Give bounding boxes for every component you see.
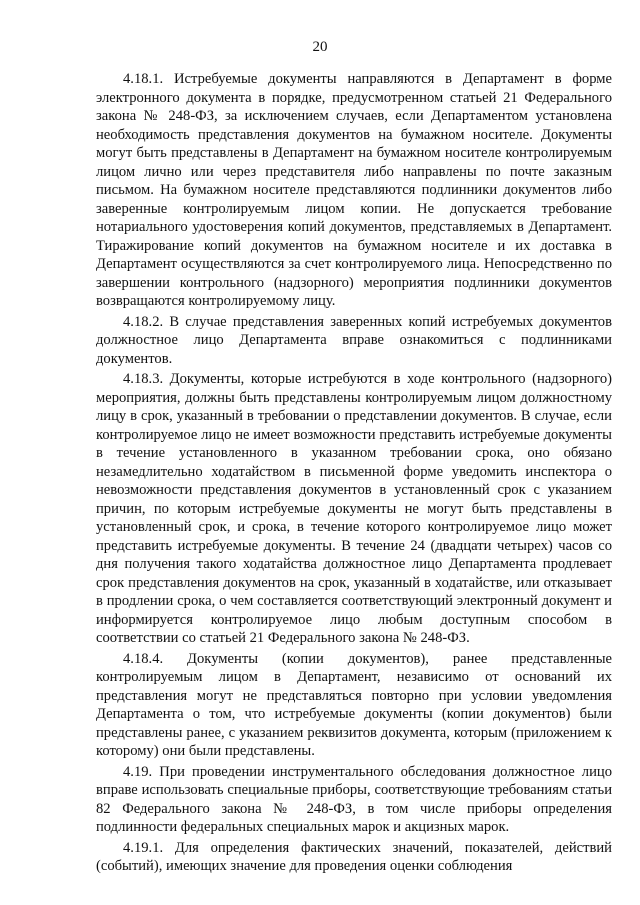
paragraph-4-19-1: 4.19.1. Для определения фактических значений, показателей, действий (событий), имеющих значение для проведения оценки соблюдения [96, 839, 612, 874]
paragraph-4-18-3: 4.18.3. Документы, которые истребуются в ходе контрольного (надзорного) мероприятия, должны быть представлены контролируемым лицом должностному лицу в срок, указанный в требовании о представлении документов. В случае, если контролируемое лицо не имеет возможности представить истребуемые документы в течение установленного в указанном требовании срока, оно обязано незамедлительно ходатайством в письменной форме уведомить инспектора о невозможности представления документов в установленный срок с указанием причин, по которым истребуемые документы не могут быть представлены в установленный срок, и срока, в течение которого контролируемое лицо может представить истребуемые документы. В течение 24 (двадцати четырех) часов со дня получения такого ходатайства должностное лицо Департамента продлевает срок представления документов на срок, указанный в ходатайстве, или отказывает в продлении срока, о чем составляется соответствующий электронный документ и информируется контролируемое лицо любым доступным способом в соответствии со статьей 21 Федерального закона № 248-ФЗ. [96, 371, 612, 646]
paragraph-4-18-2: 4.18.2. В случае представления заверенных копий истребуемых документов должностное лицо Департамента вправе ознакомиться с подлинниками документов. [96, 313, 612, 367]
paragraph-4-18-1: 4.18.1. Истребуемые документы направляются в Департамент в форме электронного документа в порядке, предусмотренном статьей 21 Федерального закона № 248-ФЗ, за исключением случаев, если Департаментом установлена необходимость представления документов на бумажном носителе. Документы могут быть представлены в Департамент на бумажном носителе контролируемым лицом лично или через представителя либо направлены по почте заказным письмом. На бумажном носителе представляются подлинники документов либо заверенные контролируемым лицом копии. Не допускается требование нотариального удостоверения копий документов, представляемых в Департамент. Тиражирование копий документов на бумажном носителе и их доставка в Департамент осуществляются за счет контролируемого лица. Непосредственно по завершении контрольного (надзорного) мероприятия подлинники документов возвращаются контролируемому лицу. [96, 71, 612, 309]
paragraph-4-18-4: 4.18.4. Документы (копии документов), ранее представленные контролируемым лицом в Департамент, независимо от оснований их представления могут не представляться повторно при условии уведомления Департамента о том, что истребуемые документы (копии документов) были представлены ранее, с указанием реквизитов документа, которым (приложением к которому) они были представлены. [96, 650, 612, 759]
document-body [96, 70, 612, 876]
page-number: 20 [312, 39, 328, 55]
paragraph-4-19: 4.19. При проведении инструментального обследования должностное лицо вправе использовать специальные приборы, соответствующие требованиям статьи 82 Федерального закона № 248-ФЗ, в том числе приборы определения подлинности федеральных специальных марок и акцизных марок. [96, 763, 612, 835]
